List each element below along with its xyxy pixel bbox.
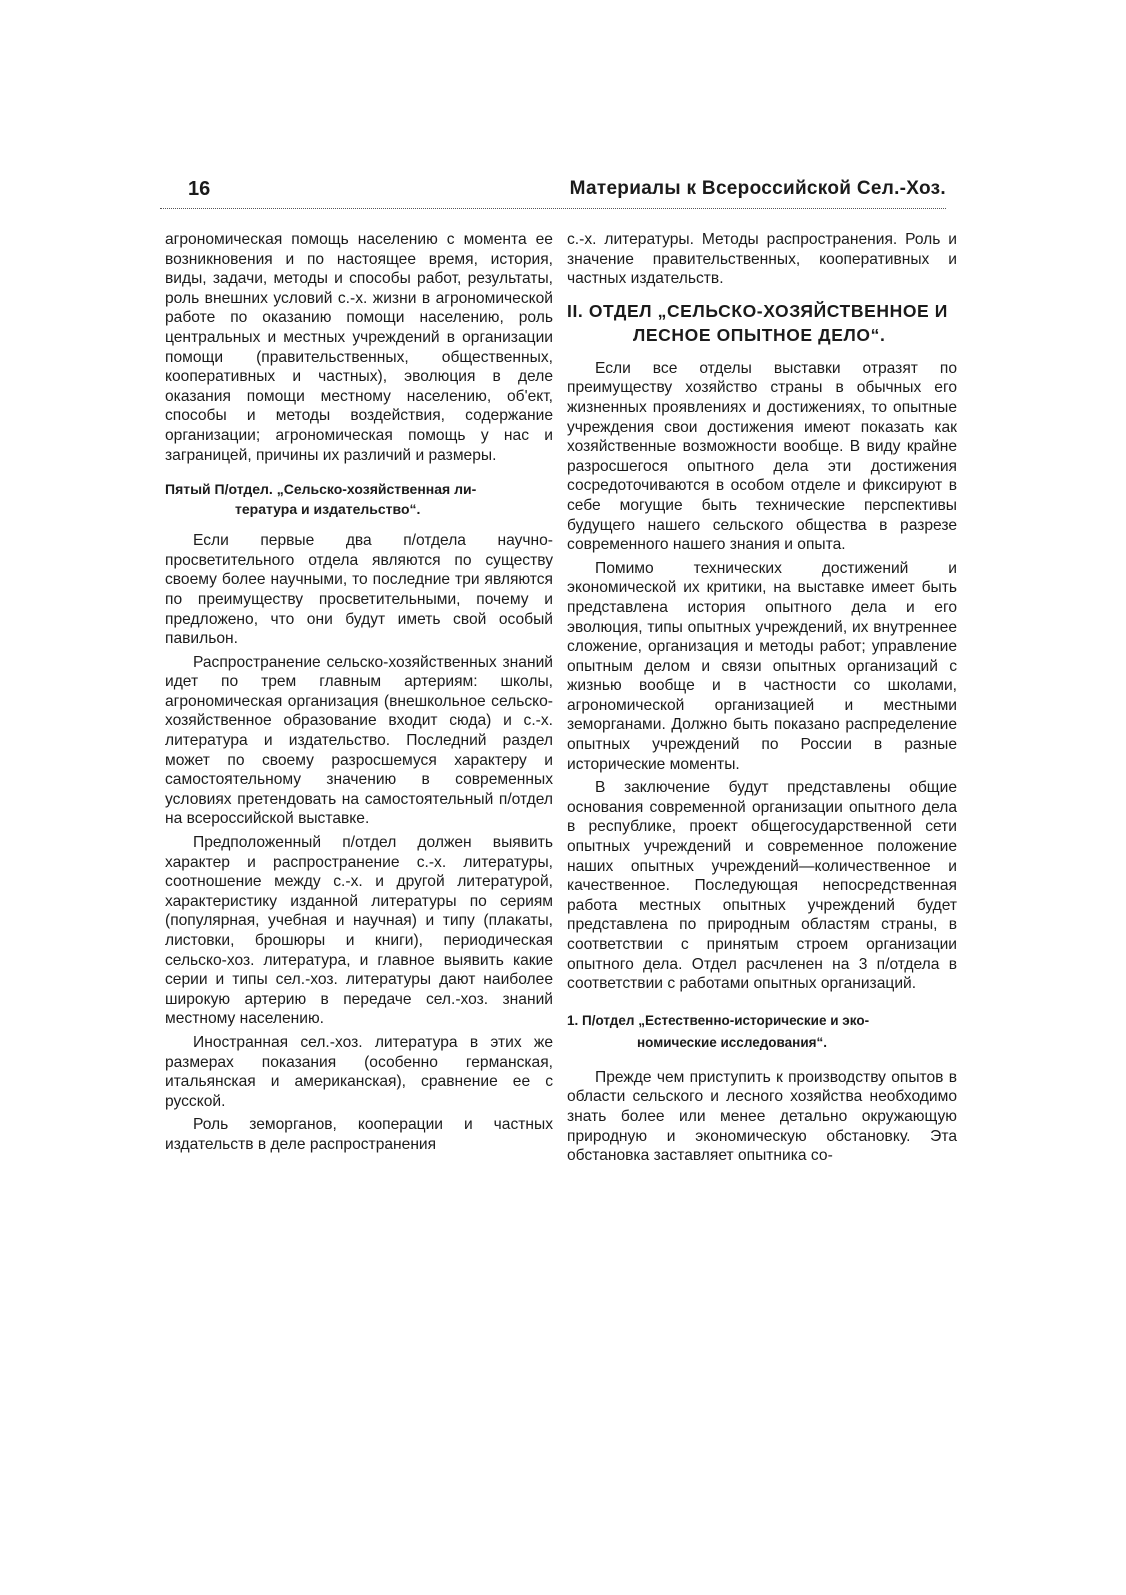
- page-number: 16: [188, 178, 211, 200]
- subsection-heading-5: Пятый П/отдел. „Сельско-хозяйственная ли- тература и издательство“.: [165, 481, 477, 518]
- left-column: [165, 230, 553, 1159]
- left-paragraph-6: Роль земорганов, кооперации и частных издательств в деле распространения: [165, 1116, 553, 1153]
- subsection-heading-1-line2: номические исследования“.: [637, 1034, 827, 1050]
- section-heading-2-line2: ЛЕСНОЕ ОПЫТНОЕ ДЕЛО“.: [633, 324, 886, 345]
- left-paragraph-3: Распространение сельско-хозяйственных знаний идет по трем главным артериям: школы, агрономическая организация (внешкольное сельско-хозяйственное образование входит сюда) и с.-х. литература и издательство. Последний раздел может по своему разросшемуся характеру и самостоятельному значению в современных условиях претендовать на самостоятельный п/отдел на всероссийской выставке.: [165, 653, 553, 828]
- right-paragraph-2: Если все отделы выставки отразят по преимуществу хозяйство страны в обычных его жизненных проявлениях и достижениях, то опытные учреждения свои достижения имеют показать как хозяйственные возможности вообще. В виду крайне разросшегося опытного дела эти достижения сосредоточиваются в особом отделе и фиксируют в себе могущие быть технические перспективы будущего нашего сельского общества в разрезе современного нашего знания и опыта.: [567, 359, 957, 554]
- left-paragraph-1: агрономическая помощь населению с момента ее возникновения и по настоящее время, история, виды, задачи, методы и способы работ, результаты, роль внешних условий с.-х. жизни в агрономической работе по оказанию помощи населению, роль центральных и местных учреждений в организации помощи (правительственных, общественных, кооперативных и частных), эволюция в деле оказания помощи местному населению, об'ект, способы и методы воздействия, содержание организации; агрономическая помощь у нас и заграницей, причины их различий и размеры.: [165, 231, 553, 464]
- right-paragraph-3: Помимо технических достижений и экономической их критики, на выставке имеет быть представлена история опытного дела и его эволюция, типы опытных учреждений, их внутреннее сложение, организация и методы работ; управление опытным делом и связи опытных организаций с жизнью вообще и в частности со школами, агрономической организацией и местными земорганами. Должно быть показано распределение опытных учреждений по России в разные исторические моменты.: [567, 559, 957, 773]
- left-paragraph-5: Иностранная сел.-хоз. литература в этих же размерах показания (особенно германская, итальянская и американская), сравнение ее с русской.: [165, 1033, 553, 1110]
- left-paragraph-2: Если первые два п/отдела научно-просветительного отдела являются по существу своему более научными, то последние три являются по преимуществу просветительными, почему и предложено, что они будут иметь свой особый павильон.: [165, 532, 553, 648]
- left-paragraph-4: Предположенный п/отдел должен выявить характер и распространение с.-х. литературы, соотношение между с.-х. и другой литературой, характеристику изданной литературы по сериям (популярная, учебная и научная) и типу (плакаты, листовки, брошюры и книги), периодическая сельско-хоз. литература, и главное выявить какие серии и типы сел.-хоз. литературы дают наиболее широкую артерию в передаче сел.-хоз. знаний местному населению.: [165, 834, 553, 1028]
- right-paragraph-4: В заключение будут представлены общие основания современной организации опытного дела в республике, проект общегосударственной сети опытных учреждений и современное положение наших опытных учреждений—количественное и качественное. Последующая непосредственная работа местных опытных учреждений будет представлена по природным областям страны, в соответствии с принятым строем организации опытного дела. Отдел расчленен на 3 п/отдела в соответствии с работами опытных организаций.: [567, 779, 957, 993]
- page-header: [160, 178, 946, 209]
- section-heading-2-line1: II. ОТДЕЛ „СЕЛЬСКО-ХОЗЯЙСТВЕННОЕ И: [567, 300, 948, 321]
- right-paragraph-5: Прежде чем приступить к производству опытов в области сельского и лесного хозяйства необходимо знать более или менее детально окружающую природную и экономическую обстановку. Эта обстановка заставляет опытника со-: [567, 1068, 957, 1165]
- subsection-heading-1: [567, 1010, 957, 1054]
- subsection-heading-1-line1: 1. П/отдел „Естественно-исторические и эко-: [567, 1012, 870, 1028]
- right-column: [567, 230, 957, 1170]
- right-paragraph-1: с.-х. литературы. Методы распространения. Роль и значение правительственных, кооперативных и частных издательств.: [567, 231, 957, 288]
- running-title: Материалы к Всероссийской Сел.-Хоз.: [569, 178, 946, 199]
- section-heading-2: [567, 299, 957, 347]
